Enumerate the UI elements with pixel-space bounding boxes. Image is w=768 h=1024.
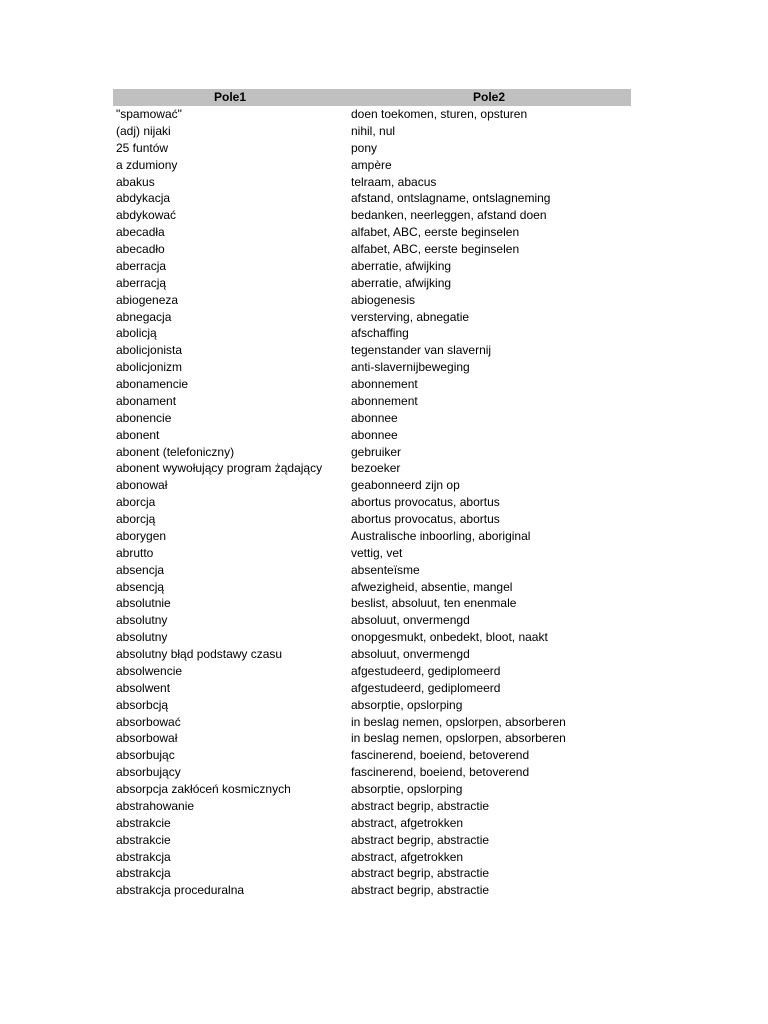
cell-pole2: absorptie, opslorping bbox=[351, 697, 463, 712]
cell-pole2: beslist, absoluut, ten enenmale bbox=[351, 596, 517, 611]
table-row bbox=[113, 207, 631, 224]
cell-pole2: Australische inboorling, aboriginal bbox=[351, 528, 531, 543]
table-row bbox=[113, 511, 631, 528]
cell-pole1: absorbował bbox=[116, 731, 178, 746]
cell-pole1: abnegacja bbox=[116, 309, 172, 324]
cell-pole1: abecadło bbox=[116, 242, 165, 256]
cell-pole2: absoluut, onvermengd bbox=[351, 647, 470, 661]
cell-pole2: abstract begrip, abstractie bbox=[351, 832, 490, 847]
table-row bbox=[113, 157, 631, 174]
cell-pole2: absenteïsme bbox=[351, 562, 420, 577]
table-body bbox=[113, 106, 631, 899]
cell-pole1: (adj) nijaki bbox=[116, 123, 171, 138]
cell-pole1: absolutnie bbox=[116, 596, 171, 611]
cell-pole2: abstract, afgetrokken bbox=[351, 849, 464, 864]
cell-pole2: in beslag nemen, opslorpen, absorberen bbox=[351, 731, 566, 746]
cell-pole1: abakus bbox=[116, 174, 155, 189]
table-row bbox=[113, 123, 631, 140]
table-row bbox=[113, 224, 631, 241]
cell-pole2: nihil, nul bbox=[351, 123, 396, 138]
cell-pole1: aborygen bbox=[116, 528, 167, 543]
cell-pole1: absolutny błąd podstawy czasu bbox=[116, 647, 283, 661]
table-row bbox=[113, 393, 631, 410]
cell-pole1: absencją bbox=[116, 579, 165, 594]
cell-pole2: bezoeker bbox=[351, 461, 401, 476]
table-row bbox=[113, 832, 631, 849]
cell-pole2: abonnement bbox=[351, 393, 418, 408]
cell-pole2: afwezigheid, absentie, mangel bbox=[351, 579, 513, 594]
table-row bbox=[113, 309, 631, 326]
table-row bbox=[113, 747, 631, 764]
table-row bbox=[113, 444, 631, 461]
cell-pole2: versterving, abnegatie bbox=[351, 309, 470, 324]
cell-pole2: aberratie, afwijking bbox=[351, 258, 452, 273]
cell-pole1: abecadła bbox=[116, 225, 165, 240]
cell-pole1: abstrakcja bbox=[116, 849, 171, 864]
cell-pole1: abonował bbox=[116, 478, 168, 493]
table-row bbox=[113, 562, 631, 579]
table-row bbox=[113, 359, 631, 376]
cell-pole2: afstand, ontslagname, ontslagneming bbox=[351, 191, 551, 206]
table-row bbox=[113, 849, 631, 866]
cell-pole2: abiogenesis bbox=[351, 292, 416, 307]
cell-pole1: abstrakcja proceduralna bbox=[116, 883, 245, 898]
cell-pole1: absolutny bbox=[116, 630, 168, 645]
cell-pole2: ampère bbox=[351, 157, 392, 172]
cell-pole2: abonnee bbox=[351, 410, 398, 425]
cell-pole1: abonent bbox=[116, 427, 160, 442]
cell-pole2: alfabet, ABC, eerste beginselen bbox=[351, 225, 520, 240]
cell-pole1: aborcja bbox=[116, 495, 156, 510]
cell-pole2: alfabet, ABC, eerste beginselen bbox=[351, 242, 520, 256]
table-header-row bbox=[113, 89, 631, 106]
table-row bbox=[113, 528, 631, 545]
cell-pole2: doen toekomen, sturen, opsturen bbox=[351, 107, 528, 121]
cell-pole2: abstract begrip, abstractie bbox=[351, 866, 490, 881]
cell-pole1: absorbcją bbox=[116, 697, 169, 712]
table-row bbox=[113, 882, 631, 899]
table-row bbox=[113, 865, 631, 882]
table-row bbox=[113, 275, 631, 292]
cell-pole1: abiogeneza bbox=[116, 292, 179, 307]
cell-pole2: abortus provocatus, abortus bbox=[351, 512, 500, 526]
table-row bbox=[113, 629, 631, 646]
cell-pole2: bedanken, neerleggen, afstand doen bbox=[351, 208, 547, 223]
cell-pole2: abonnement bbox=[351, 377, 418, 391]
cell-pole2: pony bbox=[351, 140, 378, 155]
cell-pole1: absorbować bbox=[116, 714, 181, 729]
cell-pole2: absorptie, opslorping bbox=[351, 782, 463, 796]
table-row bbox=[113, 376, 631, 393]
cell-pole1: abstrahowanie bbox=[116, 798, 195, 813]
cell-pole1: 25 funtów bbox=[116, 140, 169, 155]
cell-pole1: abolicjonista bbox=[116, 343, 183, 358]
cell-pole2: afgestudeerd, gediplomeerd bbox=[351, 663, 501, 678]
table-row bbox=[113, 325, 631, 342]
table-row bbox=[113, 477, 631, 494]
cell-pole2: abstract begrip, abstractie bbox=[351, 883, 490, 898]
table-row bbox=[113, 342, 631, 359]
table-row bbox=[113, 241, 631, 258]
cell-pole1: abdykować bbox=[116, 208, 177, 223]
table-row bbox=[113, 410, 631, 427]
cell-pole2: aberratie, afwijking bbox=[351, 275, 452, 290]
cell-pole1: absolwent bbox=[116, 680, 171, 695]
cell-pole1: abonencie bbox=[116, 410, 172, 425]
cell-pole2: geabonneerd zijn op bbox=[351, 478, 460, 493]
cell-pole1: absorpcja zakłóceń kosmicznych bbox=[116, 782, 291, 796]
cell-pole1: aberracją bbox=[116, 275, 167, 290]
cell-pole1: a zdumiony bbox=[116, 157, 178, 172]
cell-pole2: abstract begrip, abstractie bbox=[351, 798, 490, 813]
cell-pole2: afschaffing bbox=[351, 326, 409, 341]
cell-pole1: abstrakcie bbox=[116, 832, 171, 847]
table-row bbox=[113, 106, 631, 123]
table-row bbox=[113, 258, 631, 275]
cell-pole1: aberracja bbox=[116, 258, 167, 273]
column-header-pole1: Pole1 bbox=[213, 90, 246, 104]
table-row bbox=[113, 427, 631, 444]
cell-pole2: gebruiker bbox=[351, 444, 402, 459]
table-row bbox=[113, 663, 631, 680]
cell-pole2: fascinerend, boeiend, betoverend bbox=[351, 765, 530, 780]
cell-pole1: aborcją bbox=[116, 512, 156, 526]
table-row bbox=[113, 494, 631, 511]
cell-pole2: afgestudeerd, gediplomeerd bbox=[351, 680, 501, 695]
table-row bbox=[113, 680, 631, 697]
table-row bbox=[113, 140, 631, 157]
cell-pole1: absorbując bbox=[116, 748, 175, 763]
cell-pole1: absolwencie bbox=[116, 663, 183, 678]
cell-pole1: abonamencie bbox=[116, 377, 189, 391]
table-row bbox=[113, 579, 631, 596]
table-row bbox=[113, 697, 631, 714]
cell-pole1: abonament bbox=[116, 393, 177, 408]
cell-pole2: vettig, vet bbox=[351, 545, 403, 560]
cell-pole2: telraam, abacus bbox=[351, 174, 437, 189]
table-row bbox=[113, 815, 631, 832]
column-header-pole2: Pole2 bbox=[472, 90, 505, 104]
table-row bbox=[113, 781, 631, 798]
table-row bbox=[113, 764, 631, 781]
table-row bbox=[113, 545, 631, 562]
table-row bbox=[113, 292, 631, 309]
table-row bbox=[113, 460, 631, 477]
cell-pole1: "spamować" bbox=[116, 107, 182, 121]
cell-pole1: abolicją bbox=[116, 326, 157, 341]
table-row bbox=[113, 174, 631, 191]
table-row bbox=[113, 612, 631, 629]
table-row bbox=[113, 714, 631, 731]
cell-pole1: abstrakcie bbox=[116, 815, 171, 830]
cell-pole2: abstract, afgetrokken bbox=[351, 815, 464, 830]
cell-pole1: abdykacja bbox=[116, 191, 171, 206]
cell-pole1: abonent (telefoniczny) bbox=[116, 444, 235, 459]
cell-pole1: abrutto bbox=[116, 545, 154, 560]
cell-pole1: absolutny bbox=[116, 613, 168, 628]
cell-pole2: fascinerend, boeiend, betoverend bbox=[351, 748, 530, 763]
cell-pole2: onopgesmukt, onbedekt, bloot, naakt bbox=[351, 630, 548, 645]
cell-pole1: absencja bbox=[116, 562, 165, 577]
table-row bbox=[113, 798, 631, 815]
cell-pole2: absoluut, onvermengd bbox=[351, 613, 470, 628]
cell-pole2: abonnee bbox=[351, 427, 398, 442]
cell-pole2: tegenstander van slavernij bbox=[351, 343, 492, 358]
table-row bbox=[113, 730, 631, 747]
table-row bbox=[113, 646, 631, 663]
cell-pole2: in beslag nemen, opslorpen, absorberen bbox=[351, 714, 566, 729]
cell-pole1: absorbujący bbox=[116, 765, 181, 780]
table-row bbox=[113, 190, 631, 207]
cell-pole2: abortus provocatus, abortus bbox=[351, 495, 500, 510]
cell-pole2: anti-slavernijbeweging bbox=[351, 360, 470, 375]
cell-pole1: abolicjonizm bbox=[116, 360, 183, 375]
table-row bbox=[113, 595, 631, 612]
cell-pole1: abstrakcja bbox=[116, 866, 171, 881]
word-table bbox=[113, 89, 631, 899]
cell-pole1: abonent wywołujący program żądający bbox=[116, 461, 323, 476]
